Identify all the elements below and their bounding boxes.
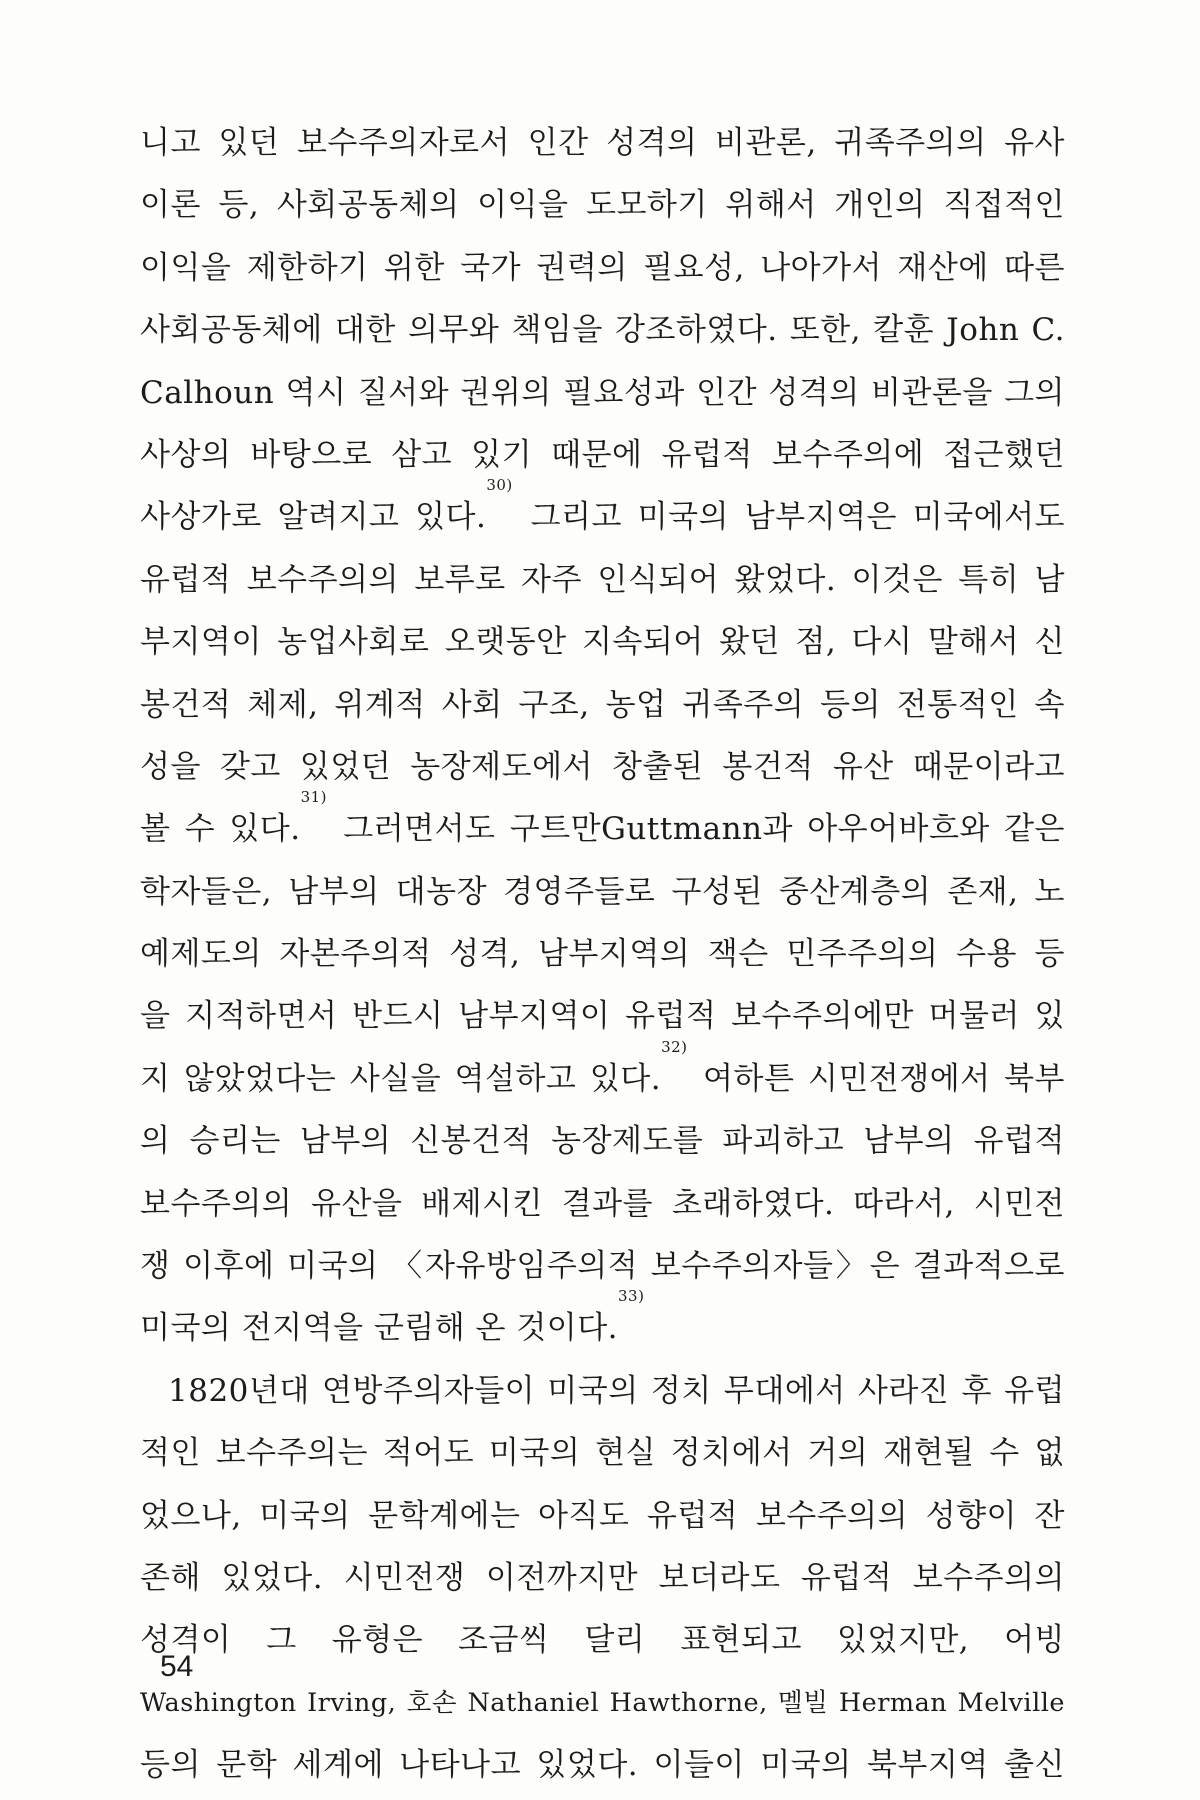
line-text: 을 지적하면서 반드시 남부지역이 유럽적 보수주의에만 머물러 있 (140, 998, 1065, 1035)
text-line (140, 611, 1065, 673)
text-line (140, 1360, 1065, 1422)
text-line (140, 237, 1065, 299)
text-line (140, 1422, 1065, 1484)
line-text: 미국의 전지역을 군림해 온 것이다. (140, 1310, 619, 1347)
text-line (140, 1037, 1065, 1110)
line-text: 이익을 제한하기 위한 국가 권력의 필요성, 나아가서 재산에 따른 (140, 249, 1065, 286)
line-text: 유럽적 보수주의의 보루로 자주 인식되어 왔었다. 이것은 특히 남 (140, 561, 1065, 598)
line-text: Calhoun 역시 질서와 권위의 필요성과 인간 성격의 비관론을 그의 (140, 374, 1065, 411)
text-line (140, 362, 1065, 424)
line-text: 볼 수 있다. (140, 811, 301, 848)
text-line (140, 1672, 1065, 1734)
footnote-marker: 32) (661, 1037, 688, 1056)
line-text: 봉건적 체제, 위계적 사회 구조, 농업 귀족주의 등의 전통적인 속 (140, 686, 1065, 723)
line-text: Washington Irving, 호손 Nathaniel Hawthorne, 멜빌 Herman Melville (140, 1687, 1065, 1718)
text-line (140, 674, 1065, 736)
body-text (140, 112, 1065, 1797)
text-line (140, 299, 1065, 361)
text-line (140, 788, 1065, 860)
text-line (140, 736, 1065, 798)
line-text-continued: 그러면서도 구트만Guttmann과 아우어바흐와 같은 (329, 811, 1065, 848)
text-line (140, 861, 1065, 923)
line-text: 사회공동체에 대한 의무와 책임을 강조하였다. 또한, 칼훈 John C. (140, 312, 1065, 349)
line-text: 1820년대 연방주의자들이 미국의 정치 무대에서 사라진 후 유럽 (168, 1372, 1065, 1409)
text-line (140, 112, 1065, 174)
text-line (140, 1235, 1065, 1297)
footnote-marker: 31) (300, 788, 328, 807)
line-text: 사상가로 알려지고 있다. (140, 499, 487, 536)
line-text: 이론 등, 사회공동체의 이익을 도모하기 위해서 개인의 직접적인 (140, 187, 1065, 224)
footnote-marker: 30) (486, 476, 513, 495)
line-text: 예제도의 자본주의적 성격, 남부지역의 잭슨 민주주의의 수용 등 (140, 936, 1065, 973)
text-line (140, 1547, 1065, 1609)
line-text-continued: 그리고 미국의 남부지역은 미국에서도 (514, 499, 1065, 536)
line-text: 지 않았었다는 사실을 역설하고 있다. (140, 1060, 662, 1097)
line-text: 적인 보수주의는 적어도 미국의 현실 정치에서 거의 재현될 수 없 (140, 1435, 1065, 1472)
line-text: 의 승리는 남부의 신봉건적 농장제도를 파괴하고 남부의 유럽적 (140, 1123, 1065, 1160)
line-text: 성격이 그 유형은 조금씩 달리 표현되고 있었지만, 어빙 (140, 1622, 1065, 1659)
text-line (140, 1609, 1065, 1671)
text-line (140, 923, 1065, 985)
text-line (140, 424, 1065, 486)
line-text: 등의 문학 세계에 나타나고 있었다. 이들이 미국의 북부지역 출신 (140, 1747, 1065, 1784)
page-number: 54 (160, 1650, 194, 1683)
text-line (140, 985, 1065, 1047)
text-line (140, 174, 1065, 236)
text-line (140, 476, 1065, 548)
line-text: 보수주의의 유산을 배제시킨 결과를 초래하였다. 따라서, 시민전 (140, 1185, 1065, 1222)
line-text: 니고 있던 보수주의자로서 인간 성격의 비관론, 귀족주의의 유사 (140, 125, 1065, 161)
text-line (140, 549, 1065, 611)
footnote-marker: 33) (618, 1287, 645, 1306)
line-text: 쟁 이후에 미국의 〈자유방임주의적 보수주의자들〉은 결과적으로 (140, 1248, 1065, 1285)
text-line (140, 1110, 1065, 1172)
text-line (140, 1485, 1065, 1547)
line-text: 사상의 바탕으로 삼고 있기 때문에 유럽적 보수주의에 접근했던 (140, 436, 1065, 473)
line-text: 학자들은, 남부의 대농장 경영주들로 구성된 중산계층의 존재, 노 (140, 873, 1065, 910)
line-text: 존해 있었다. 시민전쟁 이전까지만 보더라도 유럽적 보수주의의 (140, 1559, 1065, 1596)
text-line (140, 1734, 1065, 1796)
text-line (140, 1287, 1065, 1359)
line-text-continued: 여하튼 시민전쟁에서 북부 (689, 1060, 1065, 1097)
line-text: 성을 갖고 있었던 농장제도에서 창출된 봉건적 유산 때문이라고 (140, 748, 1065, 785)
line-text: 부지역이 농업사회로 오랫동안 지속되어 왔던 점, 다시 말해서 신 (140, 624, 1065, 661)
text-line (140, 1173, 1065, 1235)
line-text: 었으나, 미국의 문학계에는 아직도 유럽적 보수주의의 성향이 잔 (140, 1497, 1065, 1534)
